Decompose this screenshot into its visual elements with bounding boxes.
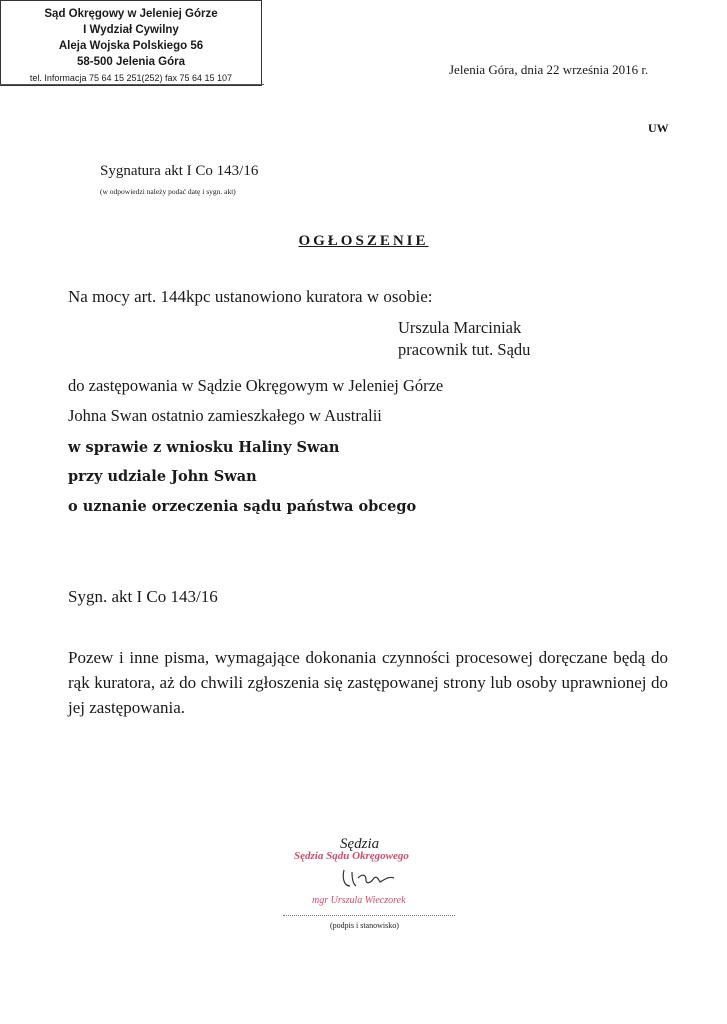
case-participant: przy udziale John Swan xyxy=(68,468,257,485)
stamp-judge-word: Sędzia xyxy=(340,836,380,852)
court-city: 58-500 Jelenia Góra xyxy=(76,56,186,68)
case-subject: o uznanie orzeczenia sądu państwa obcego xyxy=(68,498,417,515)
case-signature: Sygnatura akt I Co 143/16 xyxy=(100,163,259,179)
document-title: OGŁOSZENIE xyxy=(298,233,429,249)
court-department: I Wydział Cywilny xyxy=(83,24,179,36)
case-reference: Sygn. akt I Co 143/16 xyxy=(68,587,218,606)
clerk-mark: UW xyxy=(648,121,669,135)
service-paragraph: Pozew i inne pisma, wymagające dokonania czynności procesowej doręczane będą do rąk kuratora, aż do chwili zgłoszenia się zastępowanej strony lub osoby uprawnionej do jej zastępowania. xyxy=(68,648,668,717)
stamp-court-line: Sędzia Sądu Okręgowego xyxy=(294,850,409,862)
representation-line: do zastępowania w Sądzie Okręgowym w Jeleniej Górze xyxy=(68,376,444,395)
court-street: Aleja Wojska Polskiego 56 xyxy=(58,40,204,52)
case-signature-note: (w odpowiedzi należy podać datę i sygn. akt) xyxy=(100,187,236,196)
handwritten-signature-icon xyxy=(340,864,400,892)
signature-caption: (podpis i stanowisko) xyxy=(330,921,399,930)
intro-line: Na mocy art. 144kpc ustanowiono kuratora w osobie: xyxy=(68,287,433,306)
curator-name: Urszula Marciniak xyxy=(398,318,522,337)
signature-stamp xyxy=(290,838,470,918)
stamp-name-line: mgr Urszula Wieczorek xyxy=(312,895,406,906)
box-underline xyxy=(0,84,264,85)
document-date: Jelenia Góra, dnia 22 września 2016 r. xyxy=(449,62,649,77)
case-applicant: w sprawie z wniosku Haliny Swan xyxy=(68,439,340,456)
court-header-box xyxy=(0,0,262,86)
curator-block xyxy=(398,317,530,361)
court-phone: tel. Informacja 75 64 15 251(252) fax 75 64 15 107 xyxy=(29,73,233,83)
curator-role: pracownik tut. Sądu xyxy=(398,340,531,359)
party-line: Johna Swan ostatnio zamieszkałego w Australii xyxy=(68,406,382,425)
court-name: Sąd Okręgowy w Jeleniej Górze xyxy=(44,8,218,20)
signature-dotted-line xyxy=(283,915,455,916)
